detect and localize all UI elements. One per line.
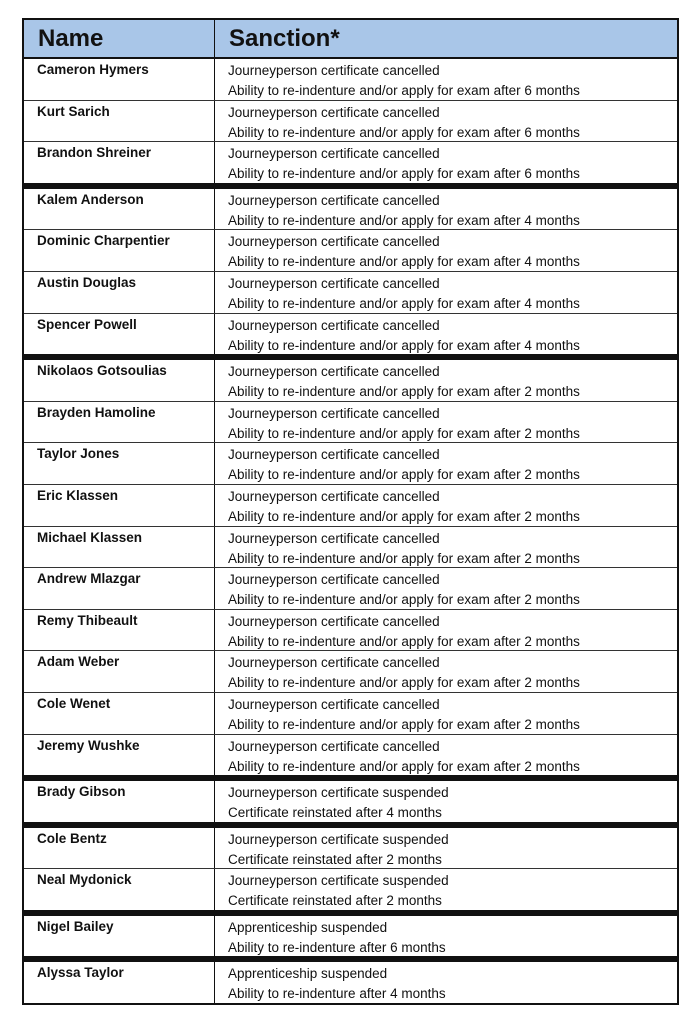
table-row <box>24 692 677 734</box>
sanction-line-2: Ability to re-indenture and/or apply for exam after 2 months <box>228 716 580 732</box>
sanction-line-1: Journeyperson certificate cancelled <box>228 234 440 250</box>
sanction-line-2: Ability to re-indenture and/or apply for exam after 2 months <box>228 467 580 483</box>
sanction-cell <box>215 101 677 142</box>
sanction-line-2: Ability to re-indenture and/or apply for exam after 2 months <box>228 633 580 649</box>
sanction-line-2: Ability to re-indenture and/or apply for exam after 6 months <box>228 83 580 98</box>
sanction-group <box>24 822 677 910</box>
sanction-line-2: Ability to re-indenture and/or apply for exam after 2 months <box>228 675 580 691</box>
name-cell: Adam Weber <box>24 651 215 692</box>
sanction-line-2: Ability to re-indenture after 4 months <box>228 986 446 1002</box>
sanction-cell <box>215 610 677 651</box>
sanction-line-1: Journeyperson certificate cancelled <box>228 655 440 671</box>
sanction-cell <box>215 314 677 355</box>
sanction-line-1: Apprenticeship suspended <box>228 966 388 982</box>
table-body <box>24 59 677 1003</box>
sanction-line-2: Certificate reinstated after 4 months <box>228 805 442 821</box>
sanction-cell <box>215 568 677 609</box>
sanction-cell <box>215 869 677 910</box>
name-cell: Nikolaos Gotsoulias <box>24 360 215 401</box>
sanction-cell <box>215 527 677 568</box>
sanction-cell <box>215 230 677 271</box>
table-row <box>24 141 677 183</box>
table-row <box>24 59 677 100</box>
name-cell: Michael Klassen <box>24 527 215 568</box>
sanction-line-1: Journeyperson certificate cancelled <box>228 572 440 588</box>
sanction-line-1: Journeyperson certificate suspended <box>228 831 449 847</box>
name-cell: Cole Bentz <box>24 828 215 869</box>
sanction-line-2: Ability to re-indenture and/or apply for exam after 4 months <box>228 337 580 353</box>
sanction-line-2: Ability to re-indenture and/or apply for exam after 4 months <box>228 254 580 270</box>
sanction-group <box>24 354 677 775</box>
sanction-cell <box>215 693 677 734</box>
table-row <box>24 734 677 776</box>
sanction-cell <box>215 360 677 401</box>
sanction-line-2: Ability to re-indenture and/or apply for exam after 2 months <box>228 550 580 566</box>
sanction-line-2: Ability to re-indenture and/or apply for exam after 2 months <box>228 508 580 524</box>
name-cell: Austin Douglas <box>24 272 215 313</box>
name-cell: Eric Klassen <box>24 485 215 526</box>
sanction-line-1: Journeyperson certificate cancelled <box>228 405 440 421</box>
name-cell: Andrew Mlazgar <box>24 568 215 609</box>
sanction-group <box>24 183 677 354</box>
sanction-cell <box>215 485 677 526</box>
sanction-line-2: Certificate reinstated after 2 months <box>228 893 442 909</box>
sanction-line-1: Journeyperson certificate cancelled <box>228 275 440 291</box>
sanction-cell <box>215 781 677 822</box>
table-row <box>24 401 677 443</box>
sanction-line-2: Ability to re-indenture and/or apply for exam after 2 months <box>228 384 580 400</box>
table-row <box>24 567 677 609</box>
sanction-line-1: Journeyperson certificate cancelled <box>228 317 440 333</box>
sanction-line-2: Certificate reinstated after 2 months <box>228 851 442 867</box>
name-column-header: Name <box>24 20 215 57</box>
name-cell: Cole Wenet <box>24 693 215 734</box>
sanction-group <box>24 910 677 957</box>
name-cell: Spencer Powell <box>24 314 215 355</box>
sanction-line-2: Ability to re-indenture and/or apply for exam after 2 months <box>228 592 580 608</box>
sanction-column-header: Sanction* <box>229 25 340 52</box>
sanction-group <box>24 956 677 1003</box>
sanction-line-2: Ability to re-indenture and/or apply for exam after 2 months <box>228 425 580 441</box>
sanction-line-1: Journeyperson certificate suspended <box>228 873 449 889</box>
sanction-line-1: Journeyperson certificate cancelled <box>228 364 440 380</box>
sanction-line-1: Journeyperson certificate cancelled <box>228 104 440 120</box>
table-row <box>24 962 677 1003</box>
sanction-line-1: Journeyperson certificate cancelled <box>228 192 440 208</box>
table-header <box>24 20 677 59</box>
table-row <box>24 828 677 869</box>
sanctions-table <box>22 18 679 1005</box>
sanction-cell <box>215 59 677 100</box>
sanction-line-1: Journeyperson certificate cancelled <box>228 447 440 463</box>
name-cell: Taylor Jones <box>24 443 215 484</box>
sanction-cell <box>215 142 677 183</box>
table-row <box>24 442 677 484</box>
sanction-line-2: Ability to re-indenture and/or apply for exam after 6 months <box>228 166 580 182</box>
sanction-line-1: Journeyperson certificate suspended <box>228 785 449 801</box>
sanction-cell <box>215 272 677 313</box>
sanction-cell <box>215 189 677 230</box>
table-row <box>24 100 677 142</box>
sanction-line-2: Ability to re-indenture and/or apply for exam after 6 months <box>228 124 580 140</box>
sanction-cell <box>215 402 677 443</box>
sanction-group <box>24 775 677 822</box>
name-cell: Alyssa Taylor <box>24 962 215 1003</box>
name-cell: Kalem Anderson <box>24 189 215 230</box>
sanction-line-2: Ability to re-indenture and/or apply for exam after 4 months <box>228 212 580 228</box>
table-row <box>24 189 677 230</box>
table-row <box>24 868 677 910</box>
table-row <box>24 781 677 822</box>
sanction-cell <box>215 651 677 692</box>
sanction-line-1: Apprenticeship suspended <box>228 919 388 935</box>
name-cell: Jeremy Wushke <box>24 735 215 776</box>
name-cell: Dominic Charpentier <box>24 230 215 271</box>
sanction-cell <box>215 443 677 484</box>
sanction-cell <box>215 962 677 1003</box>
table-row <box>24 609 677 651</box>
table-row <box>24 271 677 313</box>
table-row <box>24 229 677 271</box>
name-cell: Neal Mydonick <box>24 869 215 910</box>
name-cell: Brady Gibson <box>24 781 215 822</box>
sanction-cell <box>215 735 677 776</box>
sanction-line-1: Journeyperson certificate cancelled <box>228 530 440 546</box>
sanction-cell <box>215 916 677 957</box>
sanction-line-1: Journeyperson certificate cancelled <box>228 738 440 754</box>
sanction-line-2: Ability to re-indenture after 6 months <box>228 939 446 955</box>
sanction-line-1: Journeyperson certificate cancelled <box>228 613 440 629</box>
sanction-line-1: Journeyperson certificate cancelled <box>228 146 440 162</box>
table-row <box>24 916 677 957</box>
name-cell: Remy Thibeault <box>24 610 215 651</box>
table-row <box>24 313 677 355</box>
table-row <box>24 360 677 401</box>
sanction-line-1: Journeyperson certificate cancelled <box>228 488 440 504</box>
sanction-group <box>24 59 677 183</box>
name-cell: Brandon Shreiner <box>24 142 215 183</box>
name-cell: Brayden Hamoline <box>24 402 215 443</box>
sanction-line-2: Ability to re-indenture and/or apply for exam after 4 months <box>228 295 580 311</box>
table-row <box>24 650 677 692</box>
name-cell: Nigel Bailey <box>24 916 215 957</box>
name-cell: Kurt Sarich <box>24 101 215 142</box>
name-cell: Cameron Hymers <box>24 59 215 100</box>
table-row <box>24 484 677 526</box>
table-row <box>24 526 677 568</box>
sanction-line-2: Ability to re-indenture and/or apply for exam after 2 months <box>228 758 580 774</box>
sanction-line-1: Journeyperson certificate cancelled <box>228 696 440 712</box>
sanction-line-1: Journeyperson certificate cancelled <box>228 63 440 78</box>
sanction-cell <box>215 828 677 869</box>
